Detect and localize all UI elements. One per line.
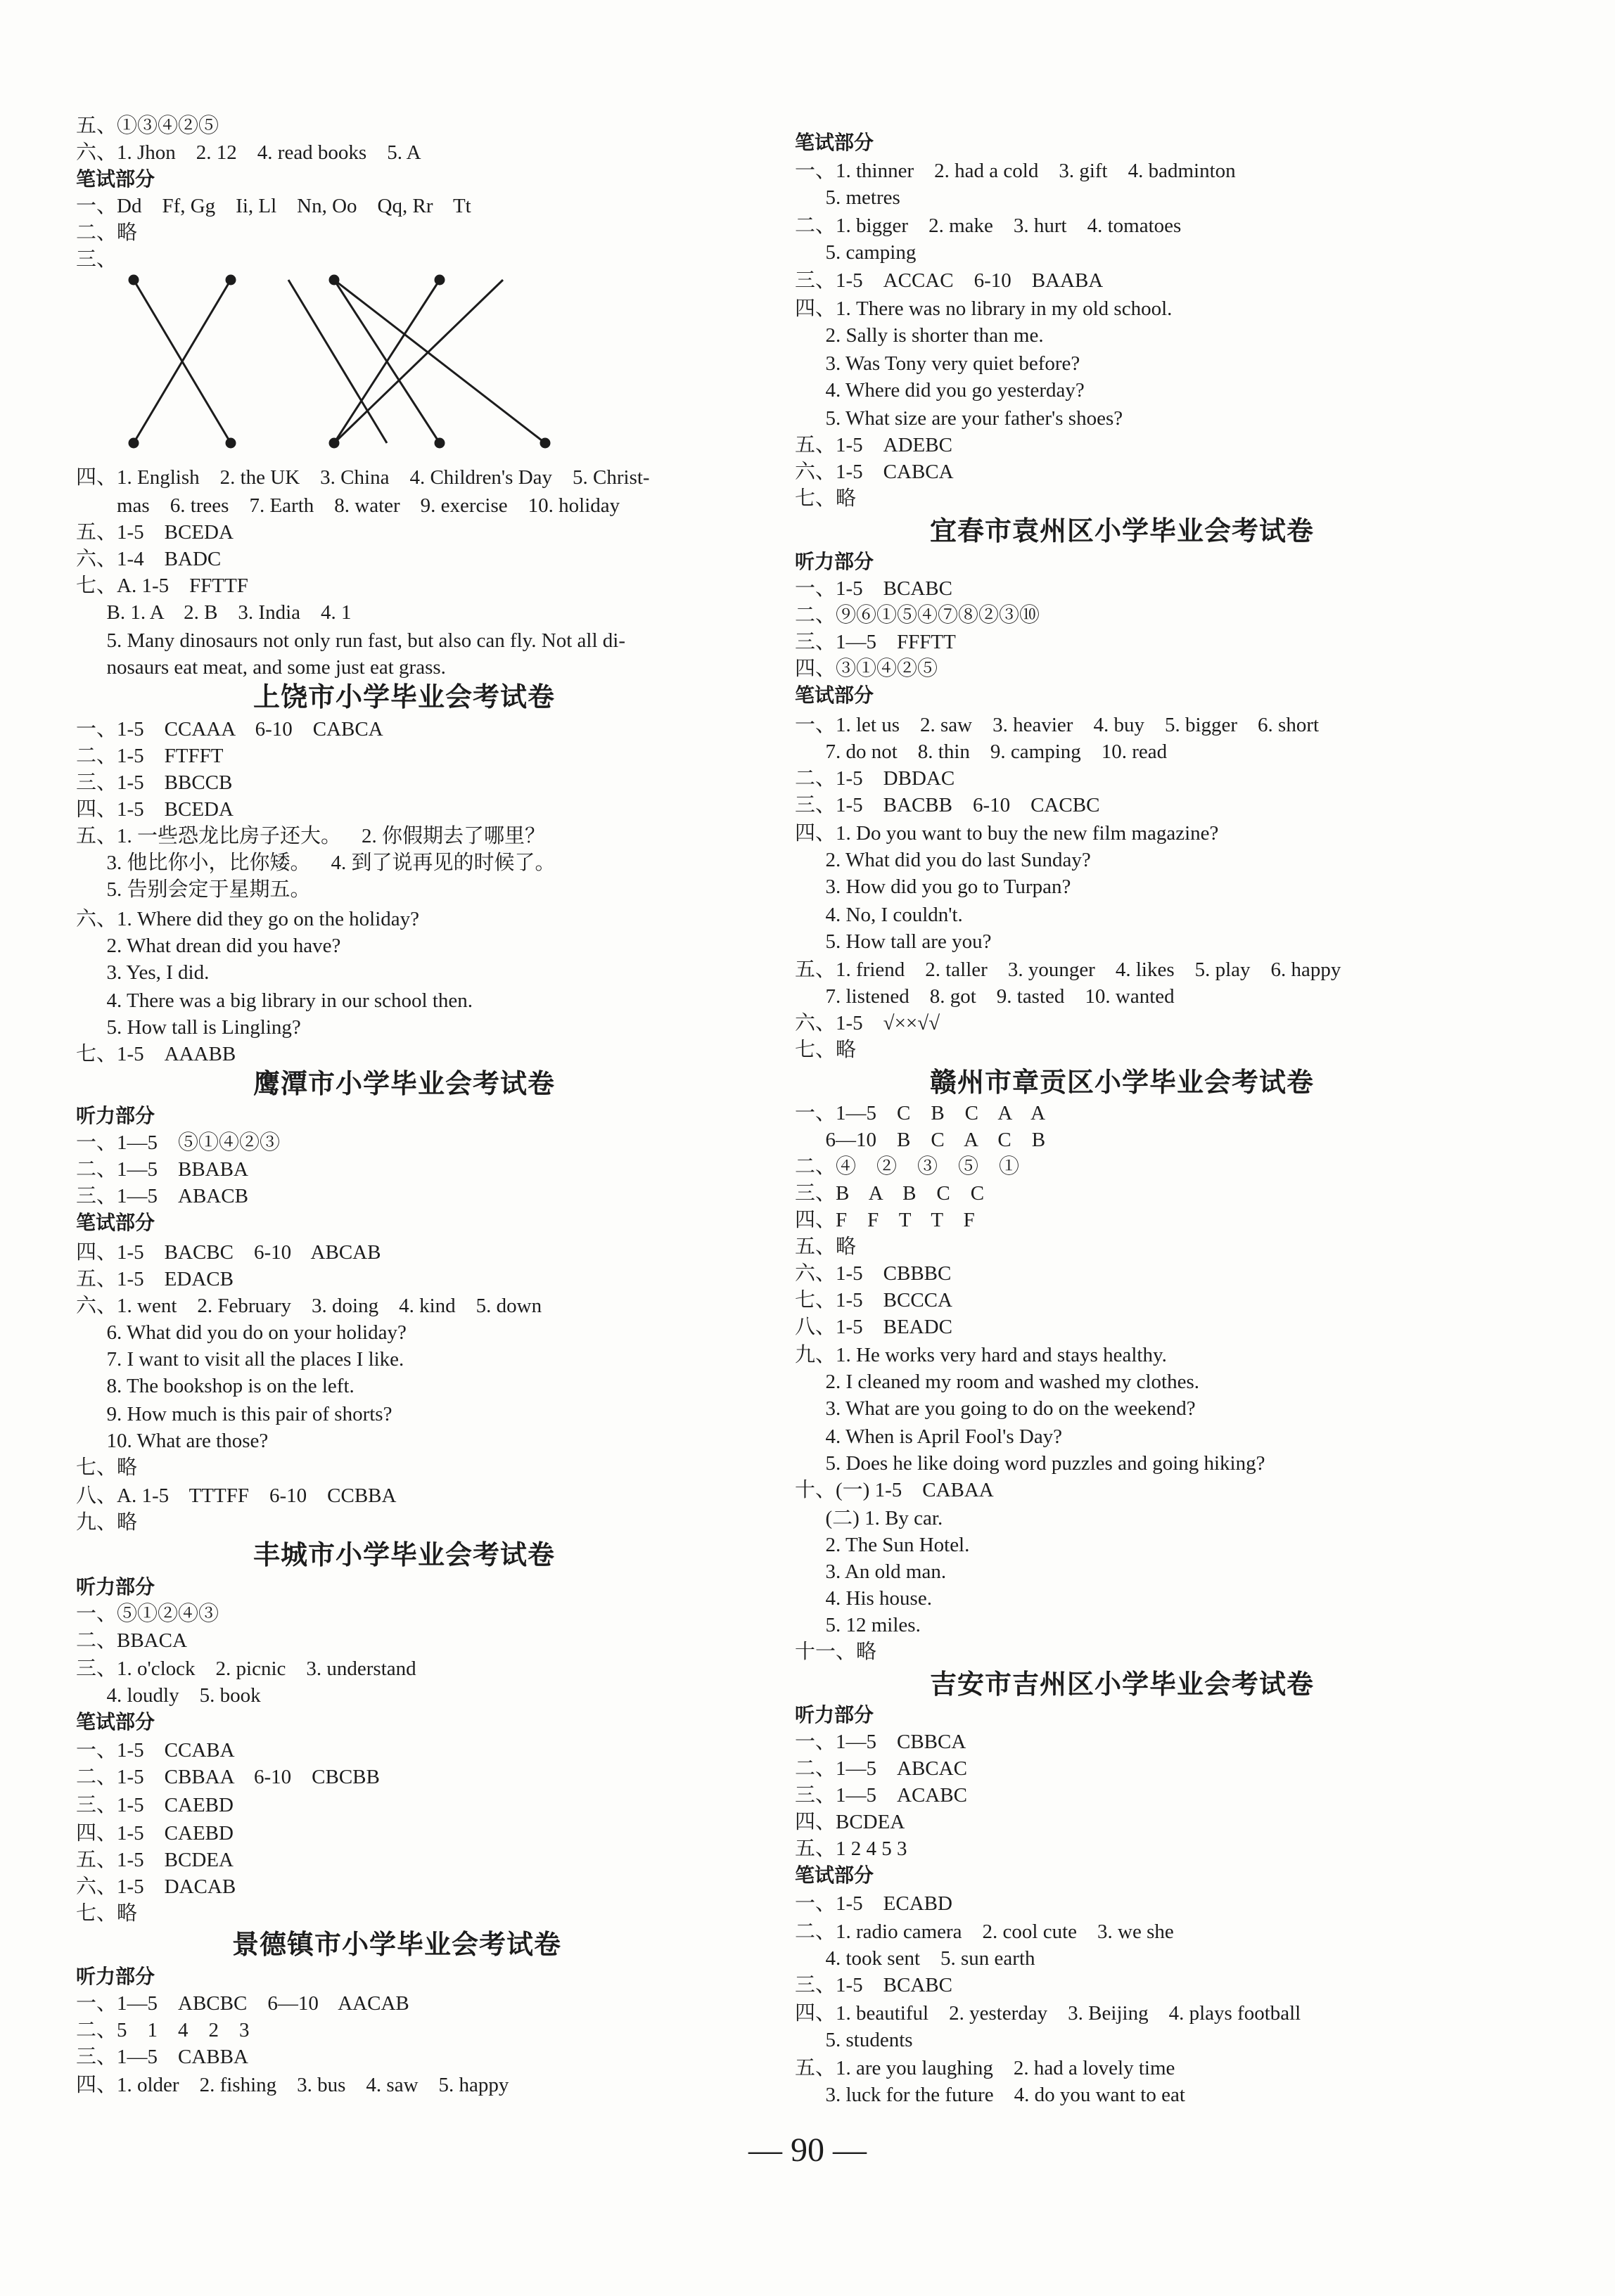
answer-line: 六、1-5 CABCA: [795, 461, 954, 483]
answer-line: 七、略: [795, 487, 857, 510]
exam-title: 吉安市吉州区小学毕业会考试卷: [930, 1669, 1315, 1700]
match-line: [334, 280, 545, 443]
page-number: — 90 —: [748, 2131, 867, 2169]
answer-line: 三、B A B C C: [795, 1182, 985, 1205]
answer-line: 二、5 1 4 2 3: [76, 2019, 250, 2041]
answer-line: 四、1. beautiful 2. yesterday 3. Beijing 4. plays football: [795, 2002, 1301, 2025]
section-label: 笔试部分: [795, 131, 874, 154]
match-dot: [129, 439, 138, 447]
answer-line: 三、: [76, 248, 117, 271]
answer-line: 4. loudly 5. book: [76, 1684, 261, 1707]
answer-line: 3. 他比你小，比你矮。 4. 到了说再见的时候了。: [76, 852, 556, 874]
answer-line: 四、1-5 CAEBD: [76, 1822, 234, 1845]
section-label: 听力部分: [76, 1575, 155, 1598]
answer-line: 八、A. 1-5 TTTFF 6-10 CCBBA: [76, 1484, 397, 1507]
answer-line: 5. 12 miles.: [795, 1614, 921, 1636]
answer-line: 4. Where did you go yesterday?: [795, 379, 1085, 402]
answer-line: 5. What size are your father's shoes?: [795, 407, 1123, 430]
answer-line: 2. What drean did you have?: [76, 935, 341, 957]
answer-line: 4. When is April Fool's Day?: [795, 1425, 1063, 1448]
answer-line: 5. 告别会定于星期五。: [76, 878, 311, 901]
answer-line: 3. Was Tony very quiet before?: [795, 352, 1080, 375]
answer-line: 七、1-5 BCCCA: [795, 1289, 952, 1311]
section-label: 听力部分: [76, 1965, 155, 1988]
answer-line: 3. Yes, I did.: [76, 961, 210, 984]
answer-line: 一、1-5 CCAAA 6-10 CABCA: [76, 718, 383, 740]
answer-line: 五、1-5 ADEBC: [795, 434, 952, 456]
answer-line: 六、1-5 √××√√: [795, 1012, 940, 1034]
answer-line: 3. What are you going to do on the weekend?: [795, 1397, 1196, 1420]
answer-line: 四、1. There was no library in my old school.: [795, 297, 1173, 320]
answer-line: 一、Dd Ff, Gg Ii, Ll Nn, Oo Qq, Rr Tt: [76, 195, 471, 217]
answer-line: 五、1. 一些恐龙比房子还大。 2. 你假期去了哪里？: [76, 825, 546, 847]
answer-line: 三、1-5 BCABC: [795, 1974, 952, 1996]
answer-line: 5. Does he like doing word puzzles and going hiking?: [795, 1452, 1265, 1475]
section-label: 听力部分: [795, 1703, 874, 1726]
answer-line: 一、1. thinner 2. had a cold 3. gift 4. badminton: [795, 160, 1236, 182]
answer-line: 一、⑤①②④③: [76, 1603, 219, 1625]
match-line: [334, 280, 503, 443]
answer-line: 六、1. Where did they go on the holiday?: [76, 908, 420, 930]
answer-line: 4. His house.: [795, 1587, 932, 1610]
match-dot: [330, 439, 338, 447]
answer-line: 一、1-5 ECABD: [795, 1892, 952, 1915]
answer-line: 6—10 B C A C B: [795, 1129, 1046, 1151]
answer-line: 10. What are those?: [76, 1430, 269, 1452]
answer-line: 五、1. friend 2. taller 3. younger 4. likes 5. play 6. happy: [795, 958, 1341, 981]
answer-line: 6. What did you do on your holiday?: [76, 1321, 407, 1344]
answer-line: 3. An old man.: [795, 1560, 947, 1583]
answer-line: 五、①③④②⑤: [76, 115, 219, 137]
exam-title: 景德镇市小学毕业会考试卷: [232, 1929, 562, 1960]
answer-line: 三、1—5 FFFTT: [795, 631, 956, 653]
answer-line: 8. The bookshop is on the left.: [76, 1375, 355, 1397]
answer-line: 7. listened 8. got 9. tasted 10. wanted: [795, 985, 1175, 1008]
answer-line: 一、1-5 BCABC: [795, 577, 952, 600]
answer-line: 一、1—5 CBBCA: [795, 1731, 966, 1753]
answer-line: 四、1. Do you want to buy the new film magazine?: [795, 822, 1219, 845]
match-dot: [330, 276, 338, 284]
answer-line: 七、略: [76, 1902, 138, 1925]
answer-line: 四、1. older 2. fishing 3. bus 4. saw 5. happy: [76, 2074, 509, 2096]
match-dot: [435, 276, 444, 284]
matching-lines-diagram: [120, 267, 570, 464]
answer-line: 五、1-5 BCEDA: [76, 521, 234, 544]
answer-line: 4. took sent 5. sun earth: [795, 1947, 1035, 1970]
answer-line: 一、1-5 CCABA: [76, 1739, 235, 1762]
answer-line: 四、③①④②⑤: [795, 658, 938, 680]
section-label: 笔试部分: [795, 1864, 874, 1887]
answer-line: 三、1-5 BACBB 6-10 CACBC: [795, 794, 1100, 816]
answer-line: 5. camping: [795, 241, 917, 264]
answer-line: 2. The Sun Hotel.: [795, 1534, 970, 1556]
match-dot: [435, 439, 444, 447]
answer-line: 2. I cleaned my room and washed my clothes.: [795, 1371, 1200, 1393]
match-line: [288, 280, 387, 443]
exam-title: 宜春市袁州区小学毕业会考试卷: [930, 515, 1315, 546]
answer-line: 七、1-5 AAABB: [76, 1043, 236, 1065]
answer-line: 2. What did you do last Sunday?: [795, 849, 1091, 871]
answer-line: 三、1—5 ABACB: [76, 1185, 248, 1207]
section-label: 笔试部分: [795, 684, 874, 707]
answer-line: 二、1—5 ABCAC: [795, 1757, 967, 1780]
answer-line: 一、1—5 ⑤①④②③: [76, 1131, 281, 1154]
section-label: 笔试部分: [76, 1211, 155, 1234]
exam-title: 鹰潭市小学毕业会考试卷: [253, 1068, 556, 1099]
answer-line: 六、1-4 BADC: [76, 548, 222, 570]
answer-line: 3. How did you go to Turpan?: [795, 876, 1071, 898]
answer-line: 五、略: [795, 1236, 857, 1258]
answer-line: 五、1-5 BCDEA: [76, 1849, 234, 1871]
answer-line: B. 1. A 2. B 3. India 4. 1: [76, 601, 352, 624]
answer-line: 七、A. 1-5 FFTTF: [76, 575, 248, 597]
match-dot: [129, 276, 138, 284]
answer-line: 二、1-5 FTFFT: [76, 745, 224, 767]
exam-title: 丰城市小学毕业会考试卷: [253, 1539, 556, 1570]
answer-line: nosaurs eat meat, and some just eat grass.: [76, 656, 446, 679]
answer-line: 5. students: [795, 2029, 913, 2051]
answer-line: 四、1. English 2. the UK 3. China 4. Children's Day 5. Christ-: [76, 466, 650, 489]
section-label: 听力部分: [76, 1104, 155, 1127]
answer-line: 7. I want to visit all the places I like.: [76, 1348, 404, 1371]
answer-line: 四、1-5 BACBC 6-10 ABCAB: [76, 1241, 381, 1264]
answer-line: 5. How tall is Lingling?: [76, 1016, 301, 1039]
answer-line: (二) 1. By car.: [795, 1507, 943, 1529]
answer-line: 三、1-5 BBCCB: [76, 771, 233, 794]
section-label: 听力部分: [795, 550, 874, 573]
answer-line: 二、1-5 DBDAC: [795, 767, 955, 790]
answer-line: 5. Many dinosaurs not only run fast, but also can fly. Not all di-: [76, 629, 626, 652]
answer-line: 三、1. o'clock 2. picnic 3. understand: [76, 1657, 416, 1680]
answer-line: 3. luck for the future 4. do you want to eat: [795, 2084, 1185, 2106]
answer-line: 十、(一) 1-5 CABAA: [795, 1479, 994, 1501]
answer-line: 二、1. bigger 2. make 3. hurt 4. tomatoes: [795, 214, 1182, 237]
answer-line: 四、BCDEA: [795, 1811, 905, 1833]
answer-line: 三、1-5 CAEBD: [76, 1794, 234, 1816]
answer-line: 八、1-5 BEADC: [795, 1316, 952, 1338]
answer-line: 4. No, I couldn't.: [795, 904, 963, 926]
answer-line: mas 6. trees 7. Earth 8. water 9. exercise 10. holiday: [76, 494, 620, 517]
answer-line: 九、1. He works very hard and stays healthy.: [795, 1344, 1167, 1366]
section-label: 笔试部分: [76, 167, 155, 191]
match-dot: [541, 439, 549, 447]
answer-line: 二、⑨⑥①⑤④⑦⑧②③⑩: [795, 604, 1040, 627]
match-dot: [226, 439, 235, 447]
answer-line: 三、1—5 CABBA: [76, 2046, 248, 2068]
answer-line: 七、略: [76, 1456, 138, 1479]
answer-line: 二、1-5 CBBAA 6-10 CBCBB: [76, 1766, 380, 1788]
answer-line: 5. metres: [795, 186, 900, 209]
answer-line: 五、1. are you laughing 2. had a lovely time: [795, 2057, 1175, 2079]
match-dot: [226, 276, 235, 284]
answer-line: 三、1—5 ACABC: [795, 1784, 967, 1807]
answer-line: 六、1. Jhon 2. 12 4. read books 5. A: [76, 141, 421, 164]
answer-line: 五、1 2 4 5 3: [795, 1838, 907, 1860]
answer-line: 七、略: [795, 1039, 857, 1061]
answer-line: 十一、略: [795, 1641, 877, 1663]
answer-line: 5. How tall are you?: [795, 930, 992, 953]
answer-line: 六、1-5 DACAB: [76, 1875, 236, 1898]
answer-line: 一、1—5 ABCBC 6—10 AACAB: [76, 1992, 409, 2015]
answer-line: 四、F F T T F: [795, 1209, 975, 1231]
answer-line: 二、1. radio camera 2. cool cute 3. we she: [795, 1920, 1174, 1943]
answer-line: 五、1-5 EDACB: [76, 1268, 234, 1290]
answer-line: 二、1—5 BBABA: [76, 1158, 248, 1181]
answer-line: 4. There was a big library in our school then.: [76, 989, 473, 1012]
answer-line: 九、略: [76, 1511, 138, 1534]
answer-line: 2. Sally is shorter than me.: [795, 324, 1044, 347]
answer-line: 二、略: [76, 222, 138, 244]
answer-line: 二、BBACA: [76, 1629, 187, 1652]
answer-line: 一、1—5 C B C A A: [795, 1102, 1046, 1124]
answer-line: 三、1-5 ACCAC 6-10 BAABA: [795, 269, 1104, 292]
exam-title: 赣州市章贡区小学毕业会考试卷: [930, 1067, 1315, 1098]
answer-line: 四、1-5 BCEDA: [76, 798, 234, 821]
answer-line: 六、1. went 2. February 3. doing 4. kind 5. down: [76, 1295, 542, 1317]
answer-line: 二、④ ② ③ ⑤ ①: [795, 1155, 1020, 1178]
answer-line: 7. do not 8. thin 9. camping 10. read: [795, 740, 1168, 763]
section-label: 笔试部分: [76, 1710, 155, 1733]
answer-line: 9. How much is this pair of shorts?: [76, 1403, 392, 1425]
answer-line: 六、1-5 CBBBC: [795, 1262, 952, 1285]
exam-title: 上饶市小学毕业会考试卷: [253, 681, 556, 712]
answer-line: 一、1. let us 2. saw 3. heavier 4. buy 5. bigger 6. short: [795, 714, 1320, 736]
